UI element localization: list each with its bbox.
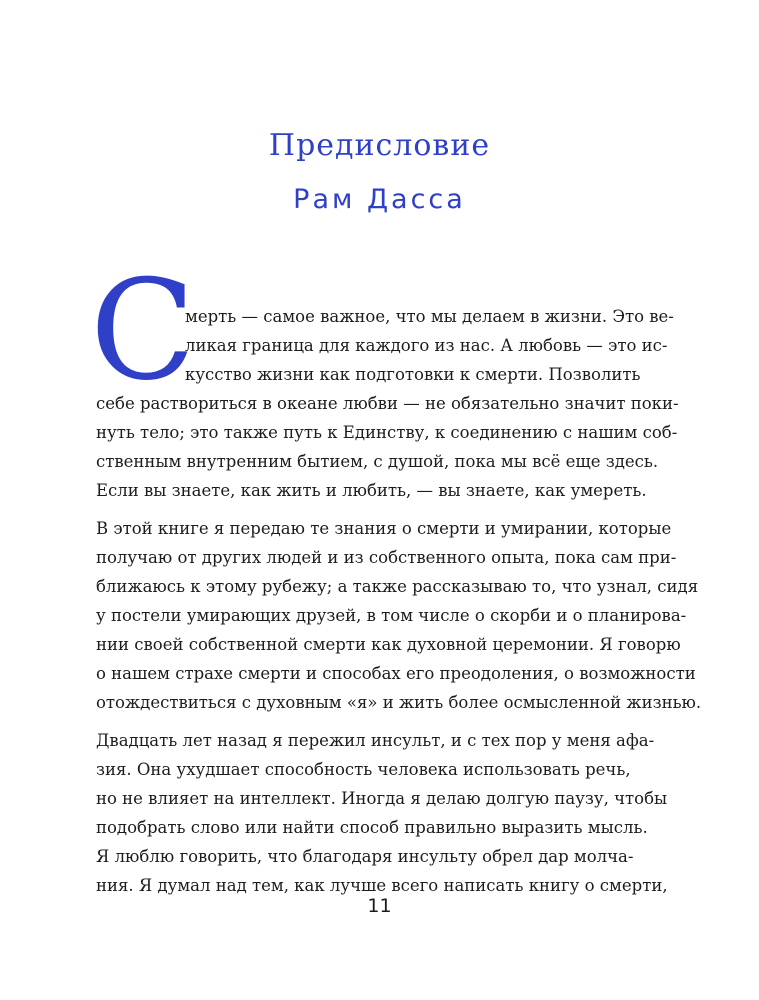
paragraph-2-line-3: ближаюсь к этому рубежу; а также рассказываю то, что узнал, сидя xyxy=(96,577,699,596)
page-number: 11 xyxy=(367,895,392,917)
drop-cap-letter: С xyxy=(90,250,196,411)
paragraph-2-line-1: В этой книге я передаю те знания о смерти и умирании, которые xyxy=(96,519,672,538)
paragraph-3-line-3: но не влияет на интеллект. Иногда я делаю долгую паузу, чтобы xyxy=(96,789,668,808)
paragraph-1-line-1: мерть — самое важное, что мы делаем в жизни. Это ве- xyxy=(185,307,674,326)
paragraph-1-line-7: Если вы знаете, как жить и любить, — вы знаете, как умереть. xyxy=(96,481,647,500)
chapter-title: Предисловие xyxy=(268,128,491,163)
paragraph-2-line-6: о нашем страхе смерти и способах его преодоления, о возможности xyxy=(96,664,696,683)
paragraph-2-line-4: у постели умирающих друзей, в том числе о скорби и о планирова- xyxy=(96,606,687,625)
chapter-author: Рам Дасса xyxy=(293,184,466,215)
paragraph-1-line-2: ликая граница для каждого из нас. А любовь — это ис- xyxy=(185,336,668,355)
paragraph-3-line-6: ния. Я думал над тем, как лучше всего написать книгу о смерти, xyxy=(96,876,668,895)
paragraph-3-line-2: зия. Она ухудшает способность человека использовать речь, xyxy=(96,760,631,779)
paragraph-1-line-5: нуть тело; это также путь к Единству, к соединению с нашим соб- xyxy=(96,423,678,442)
paragraph-3-line-5: Я люблю говорить, что благодаря инсульту обрел дар молча- xyxy=(96,847,634,866)
paragraph-2-line-5: нии своей собственной смерти как духовной церемонии. Я говорю xyxy=(96,635,681,654)
paragraph-3-line-4: подобрать слово или найти способ правильно выразить мысль. xyxy=(96,818,648,837)
paragraph-3-line-1: Двадцать лет назад я пережил инсульт, и с тех пор у меня афа- xyxy=(96,731,655,750)
paragraph-1-line-4: себе раствориться в океане любви — не обязательно значит поки- xyxy=(96,394,679,413)
paragraph-1-line-3: кусство жизни как подготовки к смерти. Позволить xyxy=(185,365,641,384)
paragraph-2-line-2: получаю от других людей и из собственного опыта, пока сам при- xyxy=(96,548,677,567)
paragraph-1-line-6: ственным внутренним бытием, с душой, пока мы всё еще здесь. xyxy=(96,452,659,471)
paragraph-2-line-7: отождествиться с духовным «я» и жить более осмысленной жизнью. xyxy=(96,693,702,712)
